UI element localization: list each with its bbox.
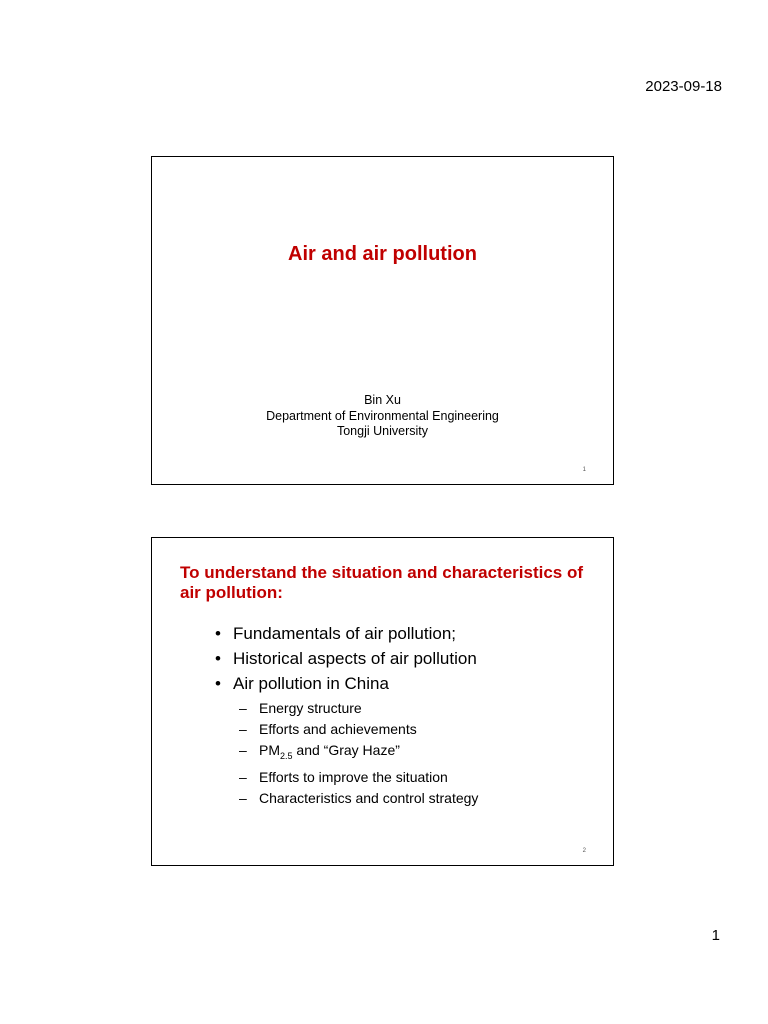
pm-subscript: 2.5 <box>280 750 293 761</box>
list-item <box>215 646 478 671</box>
sub-bullet-text: Efforts and achievements <box>259 721 417 737</box>
bullet-text: Fundamentals of air pollution; <box>233 624 457 643</box>
dash-marker: – <box>239 768 247 785</box>
bullet-list <box>215 621 478 809</box>
sub-list-item <box>239 740 478 767</box>
slide-title: To understand the situation and characteristics of air pollution: <box>180 563 584 602</box>
sub-bullet-text: Characteristics and control strategy <box>259 789 479 806</box>
dash-marker: – <box>239 721 247 737</box>
author-department: Department of Environmental Engineering <box>266 408 499 423</box>
slide-2 <box>151 537 614 866</box>
sub-list-item <box>239 788 478 809</box>
author-university: Tongji University <box>336 424 428 438</box>
bullet-marker: • <box>215 624 221 643</box>
page-date: 2023-09-18 <box>645 78 722 95</box>
bullet-text: Historical aspects of air pollution <box>233 649 477 668</box>
slide-title: Air and air pollution <box>288 243 477 265</box>
sub-list-item <box>239 767 478 788</box>
page-number: 1 <box>711 927 720 944</box>
slide-1 <box>151 156 614 485</box>
dash-marker: – <box>239 742 247 758</box>
pm-prefix: PM <box>259 742 280 758</box>
dash-marker: – <box>239 789 247 806</box>
slide-number: 2 <box>582 848 586 854</box>
sub-bullet-text: Energy structure <box>259 700 362 716</box>
sub-list-item <box>239 719 478 740</box>
sub-bullet-list <box>233 698 478 809</box>
list-item <box>215 621 478 646</box>
author-name: Bin Xu <box>364 393 401 407</box>
sub-bullet-text: Efforts to improve the situation <box>259 768 448 785</box>
author-block <box>152 393 613 440</box>
slide-number: 1 <box>582 467 586 473</box>
bullet-marker: • <box>215 649 221 668</box>
sub-list-item <box>239 698 478 719</box>
dash-marker: – <box>239 700 247 716</box>
list-item <box>215 671 478 809</box>
pm-suffix: and “Gray Haze” <box>292 742 400 758</box>
bullet-marker: • <box>215 674 221 693</box>
bullet-text: Air pollution in China <box>233 674 389 693</box>
